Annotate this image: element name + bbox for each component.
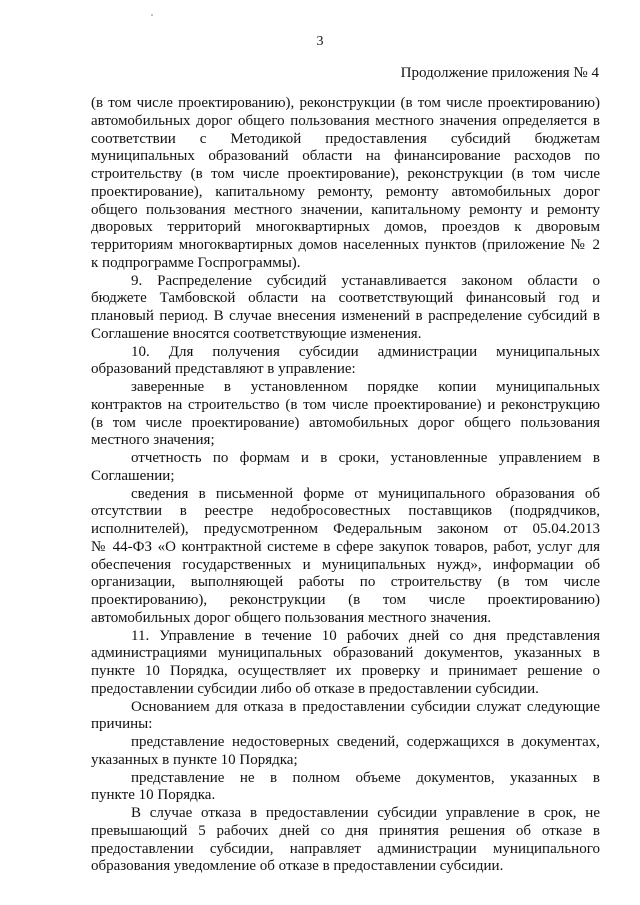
text-line: превышающий 5 рабочих дней со дня принятия решения об отказе в: [91, 822, 600, 839]
text-line: дворовых территорий многоквартирных домов, проездов к дворовым: [91, 219, 600, 236]
text-line: местного значения;: [91, 432, 215, 449]
text-line: к подпрограмме Госпрограммы).: [91, 254, 301, 271]
text-line: территориям многоквартирных домов населенных пунктов (приложение № 2: [91, 237, 600, 253]
document-body: [91, 95, 600, 876]
text-line: представление не в полном объеме документов, указанных в: [131, 769, 600, 786]
text-line: проектированию), реконструкции (в том числе проектированию): [91, 592, 600, 608]
text-line: контрактов на строительство (в том числе проектирование) и реконструкцию: [91, 396, 600, 413]
text-line: автомобильных дорог общего пользования местного значения определяется в: [91, 112, 600, 129]
text-line: соответствии с Методикой предоставления субсидий бюджетам: [91, 130, 600, 147]
text-line: отчетность по формам и в сроки, установленные управлением в: [131, 450, 600, 466]
text-line: (в том числе проектирование) автомобильных дорог общего пользования: [91, 414, 600, 431]
text-line: образования уведомление об отказе в предоставлении субсидии.: [91, 858, 504, 875]
text-line: предоставлении субсидии либо об отказе в предоставлении субсидии.: [91, 680, 539, 697]
text-line: плановый период. В случае внесения изменений в распределение субсидий в: [91, 308, 600, 324]
text-line: предоставлении субсидии, направляет администрации муниципального: [91, 840, 600, 857]
text-line: Соглашение вносятся соответствующие изменения.: [91, 325, 422, 342]
text-line: проектирование), капитальному ремонту, ремонту автомобильных дорог: [91, 183, 600, 200]
text-line: пункте 10 Порядка, осуществляет их проверку и принимает решение о: [91, 663, 600, 679]
text-line: отсутствии в реестре недобросовестных поставщиков (подрядчиков,: [91, 503, 600, 520]
text-line: В случае отказа в предоставлении субсидии управление в срок, не: [131, 805, 600, 821]
text-line: сведения в письменной форме от муниципального образования об: [131, 485, 600, 502]
text-line: обеспечения государственных и муниципальных нужд», информации об: [91, 556, 600, 573]
text-line: причины:: [91, 716, 153, 733]
text-line: муниципальных образований области на финансирование расходов по: [91, 148, 600, 165]
text-line: автомобильных дорог общего пользования местного значения.: [91, 609, 492, 626]
text-line: 11. Управление в течение 10 рабочих дней со дня представления: [131, 627, 600, 644]
text-line: Основанием для отказа в предоставлении субсидии служат следующие: [131, 698, 600, 715]
text-line: исполнителей), предусмотренном Федеральным законом от 05.04.2013: [91, 521, 600, 537]
appendix-continuation-label: Продолжение приложения № 4: [400, 65, 599, 81]
text-line: строительству (в том числе проектирование), реконструкции (в том числе: [91, 166, 600, 182]
text-line: (в том числе проектированию), реконструкции (в том числе проектированию): [91, 95, 600, 111]
text-line: образований представляют в управление:: [91, 361, 356, 378]
text-line: заверенные в установленном порядке копии муниципальных: [131, 379, 600, 395]
text-line: представление недостоверных сведений, содержащихся в документах,: [131, 734, 600, 750]
text-line: № 44-ФЗ «О контрактной системе в сфере закупок товаров, работ, услуг для: [91, 538, 600, 555]
text-line: администрациями муниципальных образований документов, указанных в: [91, 645, 600, 662]
text-line: общего пользования местного значении, капитальному ремонту и ремонту: [91, 201, 600, 218]
scan-speck: [151, 14, 153, 16]
text-line: 10. Для получения субсидии администрации муниципальных: [131, 343, 600, 360]
text-line: бюджете Тамбовской области на соответствующий финансовый год и: [91, 290, 600, 307]
page-number: 3: [316, 34, 324, 49]
text-line: указанных в пункте 10 Порядка;: [91, 751, 298, 768]
text-line: организации, выполняющей работы по строительству (в том числе: [91, 574, 600, 591]
text-line: пункте 10 Порядка.: [91, 787, 216, 804]
text-line: Соглашении;: [91, 467, 175, 484]
text-line: 9. Распределение субсидий устанавливается законом области о: [131, 272, 600, 289]
